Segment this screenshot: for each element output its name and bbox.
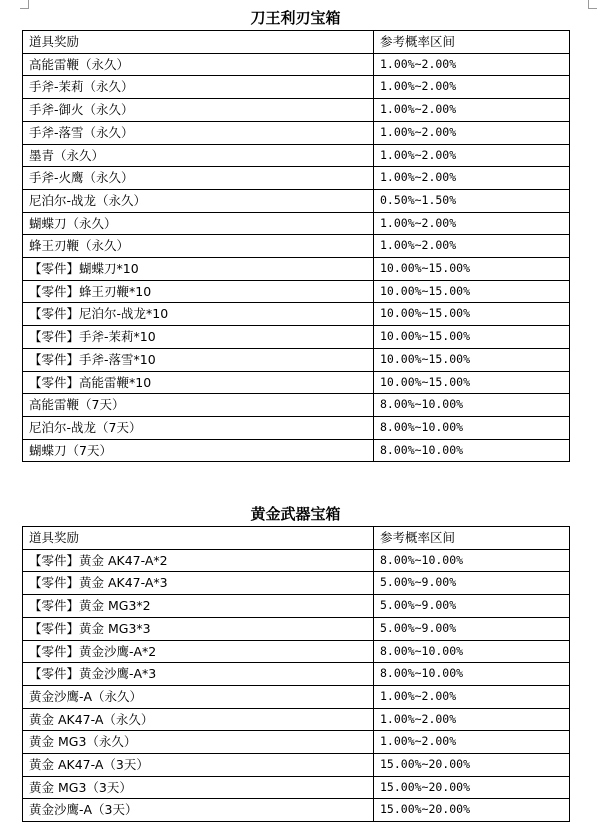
page-corner-mark-right [588,0,597,9]
header-item-reward: 道具奖励 [23,527,374,550]
table-row [23,189,570,212]
cell-probability: 10.00%~15.00% [374,280,570,303]
cell-item-name: 墨青（永久） [23,144,374,167]
table-row [23,235,570,258]
header-probability-range: 参考概率区间 [374,31,570,54]
table-row [23,663,570,686]
table-row [23,99,570,122]
cell-item-name: 【零件】蝴蝶刀*10 [23,258,374,281]
cell-item-name: 黄金沙鹰-A（永久） [23,685,374,708]
table-row [23,617,570,640]
table-row [23,799,570,822]
table-row [23,640,570,663]
cell-probability: 5.00%~9.00% [374,617,570,640]
cell-item-name: 【零件】黄金 MG3*3 [23,617,374,640]
table-row [23,53,570,76]
table-title-blade-box: 刀王利刃宝箱 [250,9,341,27]
cell-item-name: 【零件】手斧-茉莉*10 [23,326,374,349]
cell-probability: 15.00%~20.00% [374,754,570,777]
table-row [23,572,570,595]
cell-item-name: 蜂王刃鞭（永久） [23,235,374,258]
cell-item-name: 【零件】黄金沙鹰-A*3 [23,663,374,686]
cell-probability: 1.00%~2.00% [374,53,570,76]
cell-probability: 10.00%~15.00% [374,326,570,349]
cell-probability: 8.00%~10.00% [374,394,570,417]
cell-probability: 1.00%~2.00% [374,235,570,258]
cell-probability: 15.00%~20.00% [374,776,570,799]
cell-probability: 1.00%~2.00% [374,144,570,167]
table-row [23,303,570,326]
cell-probability: 8.00%~10.00% [374,549,570,572]
cell-probability: 1.00%~2.00% [374,685,570,708]
cell-item-name: 高能雷鞭（7天） [23,394,374,417]
table-row [23,121,570,144]
table-row [23,280,570,303]
cell-item-name: 【零件】黄金 MG3*2 [23,595,374,618]
cell-probability: 1.00%~2.00% [374,708,570,731]
table-row [23,439,570,462]
table-row [23,76,570,99]
cell-probability: 5.00%~9.00% [374,572,570,595]
table-row [23,371,570,394]
table-row [23,731,570,754]
cell-probability: 10.00%~15.00% [374,303,570,326]
table-row [23,394,570,417]
cell-item-name: 【零件】尼泊尔-战龙*10 [23,303,374,326]
cell-item-name: 黄金 AK47-A（永久） [23,708,374,731]
cell-probability: 1.00%~2.00% [374,121,570,144]
table-row [23,416,570,439]
cell-item-name: 【零件】蜂王刃鞭*10 [23,280,374,303]
cell-probability: 1.00%~2.00% [374,99,570,122]
table-row [23,595,570,618]
table-row [23,258,570,281]
cell-item-name: 【零件】黄金 AK47-A*2 [23,549,374,572]
cell-probability: 1.00%~2.00% [374,167,570,190]
cell-item-name: 黄金沙鹰-A（3天） [23,799,374,822]
probability-table-gold-weapon-box [22,526,570,822]
cell-item-name: 蝴蝶刀（7天） [23,439,374,462]
table-row [23,326,570,349]
table-row [23,685,570,708]
cell-probability: 8.00%~10.00% [374,640,570,663]
cell-item-name: 高能雷鞭（永久） [23,53,374,76]
table-row [23,708,570,731]
table-header-row [23,527,570,550]
cell-item-name: 尼泊尔-战龙（永久） [23,189,374,212]
cell-item-name: 黄金 AK47-A（3天） [23,754,374,777]
cell-probability: 8.00%~10.00% [374,416,570,439]
table-row [23,776,570,799]
cell-probability: 5.00%~9.00% [374,595,570,618]
header-probability-range: 参考概率区间 [374,527,570,550]
table-row [23,549,570,572]
table-row [23,167,570,190]
table-header-row [23,31,570,54]
cell-probability: 10.00%~15.00% [374,258,570,281]
cell-probability: 10.00%~15.00% [374,348,570,371]
cell-item-name: 蝴蝶刀（永久） [23,212,374,235]
probability-table-blade-box [22,30,570,462]
cell-item-name: 手斧-火鹰（永久） [23,167,374,190]
cell-item-name: 黄金 MG3（3天） [23,776,374,799]
cell-item-name: 手斧-落雪（永久） [23,121,374,144]
cell-item-name: 手斧-茉莉（永久） [23,76,374,99]
cell-item-name: 尼泊尔-战龙（7天） [23,416,374,439]
cell-probability: 10.00%~15.00% [374,371,570,394]
table-row [23,144,570,167]
table-row [23,348,570,371]
cell-probability: 1.00%~2.00% [374,76,570,99]
header-item-reward: 道具奖励 [23,31,374,54]
cell-item-name: 手斧-御火（永久） [23,99,374,122]
cell-probability: 1.00%~2.00% [374,731,570,754]
cell-item-name: 【零件】高能雷鞭*10 [23,371,374,394]
cell-probability: 15.00%~20.00% [374,799,570,822]
cell-probability: 8.00%~10.00% [374,663,570,686]
cell-item-name: 【零件】手斧-落雪*10 [23,348,374,371]
table-title-gold-weapon-box: 黄金武器宝箱 [250,505,341,523]
cell-probability: 0.50%~1.50% [374,189,570,212]
table-row [23,754,570,777]
cell-item-name: 黄金 MG3（永久） [23,731,374,754]
cell-probability: 8.00%~10.00% [374,439,570,462]
cell-item-name: 【零件】黄金沙鹰-A*2 [23,640,374,663]
cell-item-name: 【零件】黄金 AK47-A*3 [23,572,374,595]
cell-probability: 1.00%~2.00% [374,212,570,235]
table-row [23,212,570,235]
